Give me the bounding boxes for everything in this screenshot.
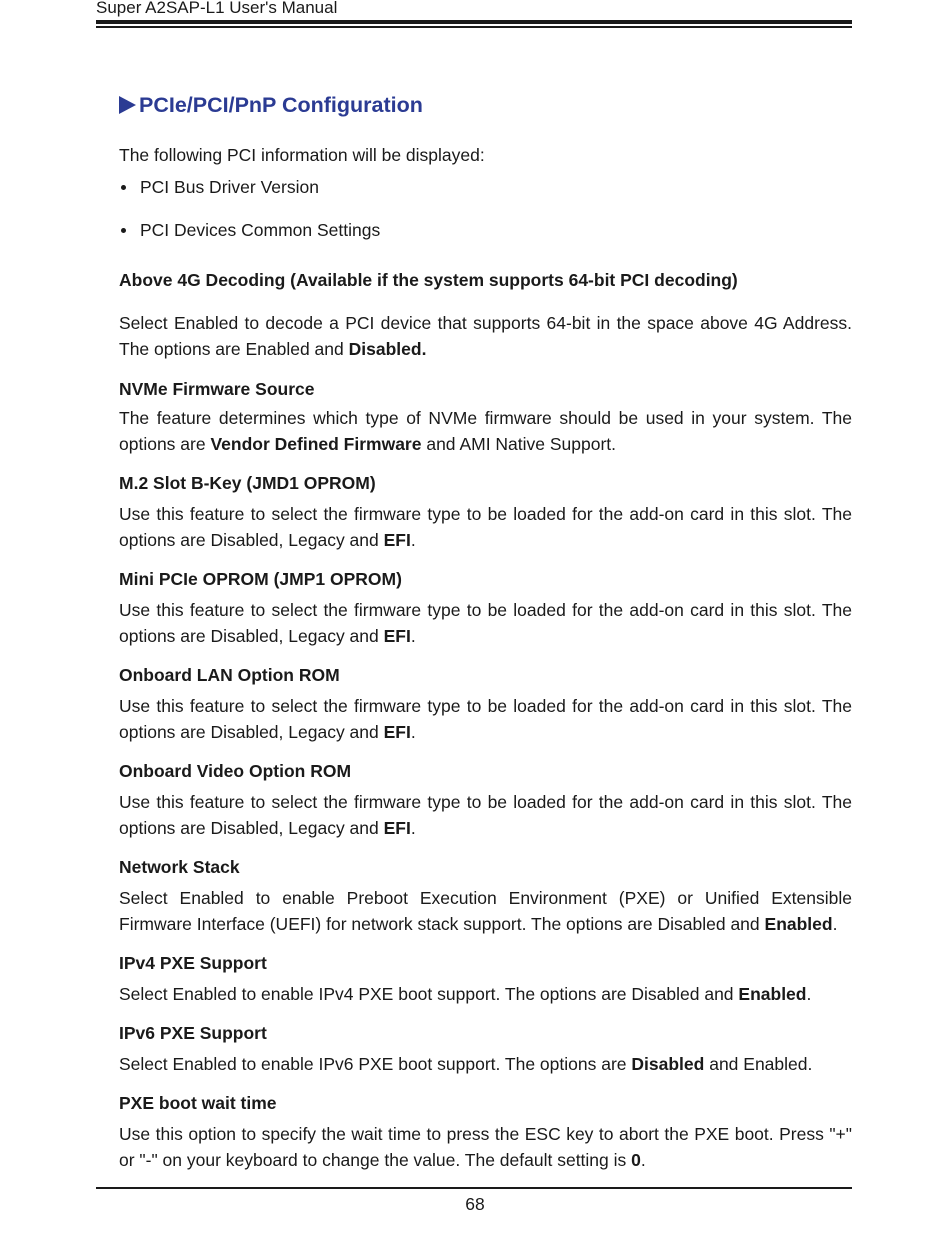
- setting-description: Use this feature to select the firmware type to be loaded for the add-on card in this slot. The options are Disabled, Legacy and EFI.: [119, 600, 852, 646]
- header-rule-thick: [96, 20, 852, 24]
- intro-text: The following PCI information will be displayed:: [119, 145, 485, 165]
- setting-heading: Onboard Video Option ROM: [119, 761, 352, 781]
- setting-item: [119, 950, 852, 1007]
- bullet-icon: [121, 185, 126, 190]
- setting-heading: Above 4G Decoding (Available if the system supports 64-bit PCI decoding): [119, 270, 738, 290]
- bullet-icon: [121, 228, 126, 233]
- setting-heading: Onboard LAN Option ROM: [119, 665, 340, 685]
- setting-item: [119, 376, 852, 457]
- footer-rule: [96, 1187, 852, 1189]
- setting-description: Select Enabled to enable IPv6 PXE boot support. The options are Disabled and Enabled.: [119, 1054, 813, 1074]
- setting-item: [119, 1020, 852, 1077]
- section-title-text: PCIe/PCI/PnP Configuration: [139, 93, 423, 117]
- running-header: Super A2SAP-L1 User's Manual: [96, 0, 338, 17]
- setting-item: [119, 758, 852, 841]
- triangle-arrow-icon: [119, 96, 136, 114]
- page-number: 68: [465, 1194, 485, 1214]
- setting-heading: IPv6 PXE Support: [119, 1023, 267, 1043]
- header-rule-thin: [96, 26, 852, 28]
- setting-heading: NVMe Firmware Source: [119, 379, 315, 399]
- setting-heading: M.2 Slot B-Key (JMD1 OPROM): [119, 473, 376, 493]
- bullet-text: PCI Devices Common Settings: [140, 220, 381, 240]
- setting-description: Use this option to specify the wait time to press the ESC key to abort the PXE boot. Press "+" or "-" on your keyboard to change the value. The default setting is 0.: [119, 1124, 852, 1170]
- setting-description: Select Enabled to enable Preboot Execution Environment (PXE) or Unified Extensible Firmware Interface (UEFI) for network stack support. The options are Disabled and Enabled.: [119, 888, 852, 934]
- setting-item: [119, 566, 852, 649]
- setting-item: [119, 1090, 852, 1173]
- setting-heading: PXE boot wait time: [119, 1093, 277, 1113]
- bullet-item: [119, 217, 852, 243]
- setting-item: [119, 470, 852, 553]
- setting-description: Select Enabled to enable IPv4 PXE boot support. The options are Disabled and Enabled.: [119, 984, 812, 1004]
- setting-description: Select Enabled to decode a PCI device that supports 64-bit in the space above 4G Address. The options are Enabled and Disabled.: [119, 313, 852, 359]
- setting-description: The feature determines which type of NVMe firmware should be used in your system. The options are Vendor Defined Firmware and AMI Native Support.: [119, 408, 852, 454]
- setting-heading: IPv4 PXE Support: [119, 953, 267, 973]
- info-bullet-list: [119, 174, 852, 243]
- bullet-item: [119, 174, 852, 200]
- page-content: [119, 88, 852, 1173]
- setting-heading: Mini PCIe OPROM (JMP1 OPROM): [119, 569, 402, 589]
- bullet-text: PCI Bus Driver Version: [140, 177, 319, 197]
- setting-item: [119, 267, 852, 362]
- section-title: [119, 88, 852, 122]
- setting-heading: Network Stack: [119, 857, 240, 877]
- setting-description: Use this feature to select the firmware type to be loaded for the add-on card in this slot. The options are Disabled, Legacy and EFI.: [119, 696, 852, 742]
- setting-item: [119, 662, 852, 745]
- setting-description: Use this feature to select the firmware type to be loaded for the add-on card in this slot. The options are Disabled, Legacy and EFI.: [119, 504, 852, 550]
- setting-description: Use this feature to select the firmware type to be loaded for the add-on card in this slot. The options are Disabled, Legacy and EFI.: [119, 792, 852, 838]
- setting-item: [119, 854, 852, 937]
